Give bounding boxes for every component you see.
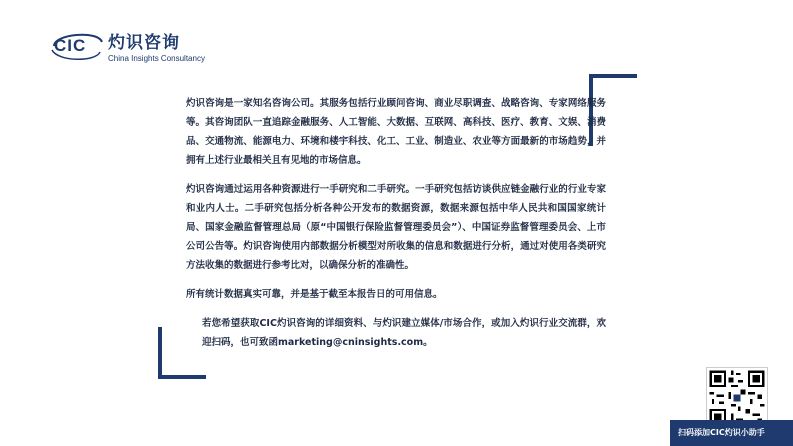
paragraph-research-method: 灼识咨询通过运用各种资源进行一手研究和二手研究。一手研究包括访谈供应链金融行业的行业专家和业内人士。二手研究包括分析各种公开发布的数据资源，数据来源包括中华人民共和国国家统计局、国家金融监督管理总局（原“中国银行保险监督管理委员会”）、中国证券监督管理委员会、上市公司公告等。灼识咨询使用内部数据分析模型对所收集的信息和数据进行分析，通过对使用各类研究方法收集的数据进行参考比对，以确保分析的准确性。 [186, 184, 606, 271]
paragraph-data-reliability: 所有统计数据真实可靠，并是基于截至本报告日的可用信息。 [186, 289, 443, 300]
logo-en-name: China Insights Consultancy [108, 54, 205, 63]
disclaimer-content [186, 94, 606, 362]
decorative-bracket-bottom-left-horizontal [158, 375, 206, 379]
qr-code-icon [707, 368, 767, 428]
decorative-bracket-top-right-horizontal [589, 74, 637, 78]
company-logo [48, 26, 208, 70]
logo-mark-text: CIC [54, 36, 87, 55]
paragraph-contact: 若您希望获取CIC灼识咨询的详细资料、与灼识建立媒体/市场合作，或加入灼识行业交流群，欢迎扫码，也可致函marketing@cninsights.com。 [202, 318, 606, 348]
qr-caption-label: 扫码添加CIC灼识小助手 [678, 428, 765, 437]
paragraph-company-intro: 灼识咨询是一家知名咨询公司。其服务包括行业顾问咨询、商业尽职调查、战略咨询、专家网络服务等。其咨询团队一直追踪金融服务、人工智能、大数据、互联网、高科技、医疗、教育、文娱、消费品、交通物流、能源电力、环境和楼宇科技、化工、工业、制造业、农业等方面最新的市场趋势，并拥有上述行业最相关且有见地的市场信息。 [186, 98, 606, 166]
qr-caption-bar [670, 420, 793, 446]
decorative-bracket-bottom-left-vertical [158, 327, 162, 379]
logo-cn-name: 灼识咨询 [108, 33, 180, 53]
